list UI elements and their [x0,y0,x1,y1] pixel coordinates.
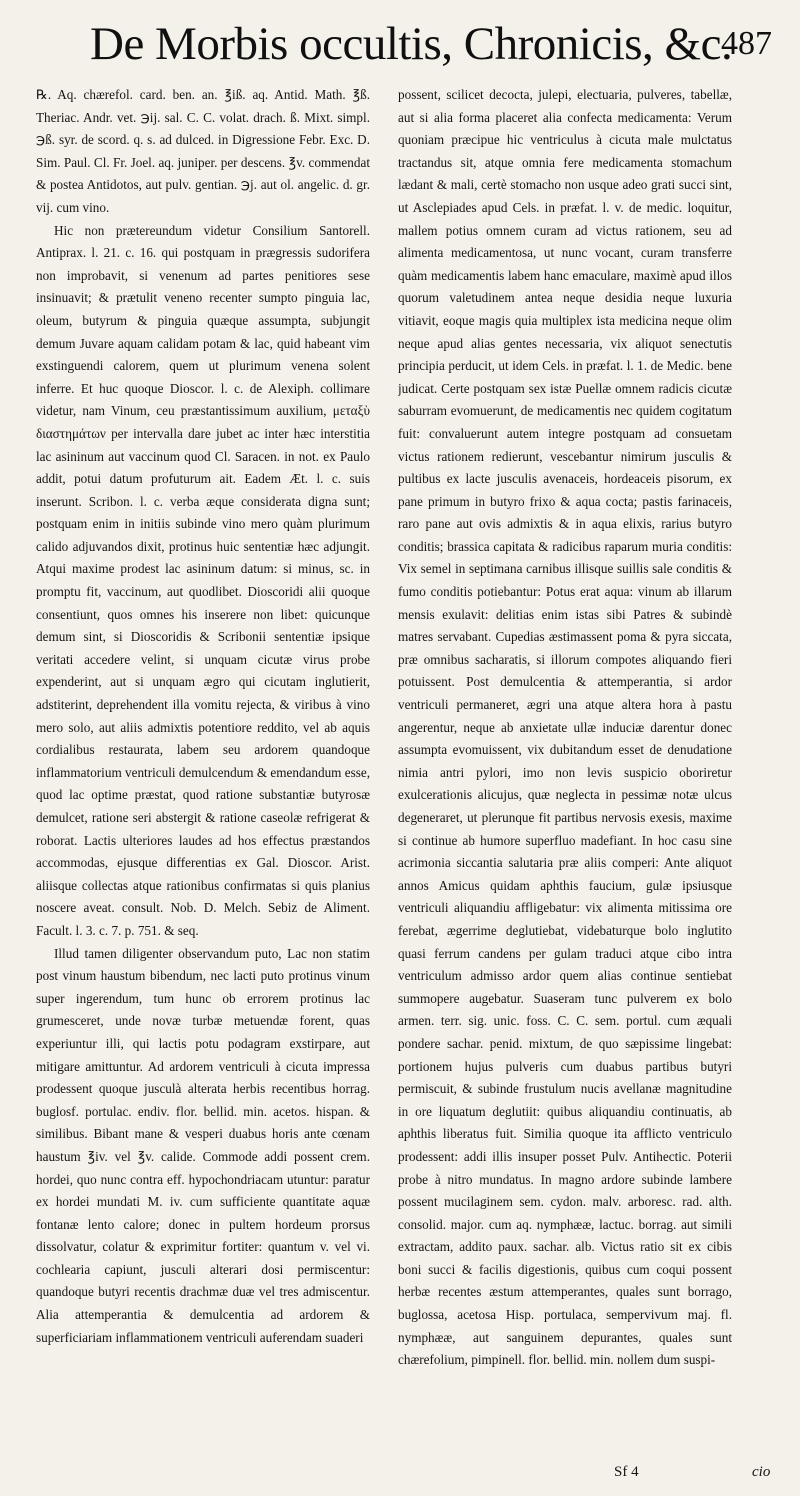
left-paragraph-1: ℞. Aq. chærefol. card. ben. an. ℥iß. aq. Antid. Math. ℥ß. Theriac. Andr. vet. ℈ij. sal. C. C. volat. drach. ß. Mixt. simpl. ℈ß. syr. de scord. q. s. ad dulced. in Digressione Febr. Exc. D. Sim. Paul. Cl. Fr. Joel. aq. juniper. per descens. ℥v. commendat & postea Antidotos, aut pulv. gentian. ℈j. aut ol. angelic. d. gr. vij. cum vino. [36,87,370,215]
left-column [36,84,370,1474]
page-number: 487 [721,25,772,62]
catchword: cio [752,1464,771,1480]
left-paragraph-2: Hic non prætereundum videtur Consilium Santorell. Antiprax. l. 21. c. 16. qui postquam in prægressis sudorifera non improbavit, si venenum ad partes penitiores sese insinuavit; & prætulit veneno recenter sumpto pinguia lac, oleum, butyrum & pinguia quæque assumpta, subjungit demum Juvare aquam calidam potam & lac, quid habeant vim exstinguendi calorem, quem ut plurimum venena solent inferre. Et huc quoque Dioscor. l. c. de Alexiph. collimare videtur, nam Vinum, ceu præstantissimum auxilium, μεταξὺ διαστημάτων per intervalla dare jubet ac inter hæc interstitia lac asininum aut vaccinum quod Cl. Saracen. in not. ex Paulo addit, potui datum profuturum ait. Eadem Æt. l. c. suis inserunt. Scribon. l. c. verba æque considerata digna sunt; postquam enim in initiis subinde vino mero quàm plurimum calido adjuvandos dixit, protinus huic sententiæ hæc adjungit. Atqui maxime prodest lac asininum datum: si minus, sc. in promptu fit, vaccinum, aut quodlibet. Dioscoridi alii quoque consentiunt, quos omnes his inserere non libet: quicunque demum sint, si Dioscoridis & Scribonii sententiæ ipsique veritati accedere velint, si unquam cicutæ virus probe expenderint, aut si unquam ægro qui cicutam inglutierit, adstiterint, deprehendent illa vomitu rejecta, & viribus à vino mero solo, aut aliis admixtis potentiore reddito, vel ab aquis cordialibus restaurata, labem seu ardorem quandoque inflammatorium ventriculi demulcendum & emendandum esse, quod lac optime præstat, quod ratione substantiæ butyrosæ demulcet, ratione seri abstergit & ratione caseolæ refrigerat & roborat. Lactis ulteriores laudes ad hos effectus præstandos accommodas, ejusque differentias ex Gal. Dioscor. Arist. aliisque collectas atque rationibus confirmatas si quis planius noscere aveat. consult. Nob. D. Melch. Sebiz de Aliment. Facult. l. 3. c. 7. p. 751. & seq. [36,222,370,938]
running-title: De Morbis occultis, Chronicis, &c. [90,18,733,70]
signature-mark: Sf 4 [614,1464,639,1480]
left-paragraph-3: Illud tamen diligenter observandum puto, Lac non statim post vinum haustum bibendum, nec lacti puto protinus vinum super ingerendum, tum hunc ob errorem protinus lac grumesceret, unde novæ turbæ metuendæ forent, quas experiuntur illi, qui lactis potu podagram exstirpare, aut mitigare amittuntur. Ad ardorem ventriculi à cicuta impressa prodessent quoque jusculà alterata herbis recentibus horrag. buglosf. portulac. endiv. flor. bellid. min. acetos. hispan. & similibus. Bibant mane & vesperi duabus horis ante cœnam haustum ℥iv. vel ℥v. calide. Commode addi possent crem. hordei, quo nunc contra eff. hypochondriacam utuntur: paratur ex hordei mundati M. iv. cum sufficiente quantitate aquæ fontanæ lento calore; donec in pultem hordeum prorsus dissolvatur, colatur & exprimitur fortiter: quantum v. vel vi. cochlearia capiunt, jusculi alterari dosi permiscentur: quandoque butyri recentis drachmæ duæ vel tres admiscentur. Alia attemperantia & demulcentia ad ardorem & superficiariam inflammationem ventriculi auferendam suaderi [36,945,370,1345]
right-paragraph-1: possent, scilicet decocta, julepi, electuaria, pulveres, tabellæ, aut si alia forma placeret alia confecta medicamenta: Verum quoniam præcipue hic ventriculus à cicuta male mulctatus tractandus sit, atque omnia fere medicamenta stomachum lædant & mali, certè stomacho non usque adeo grati succi sint, ut Asclepiades apud Cels. in præfat. l. v. de medic. loquitur, mallem potius omnem curam ad victus rationem, seu ad alimenta medicamentosa, ut nunc vocant, curam transferre quàm medicamentis labem hanc emaculare, maximè apud illos quorum valetudinem antea neque desidia neque luxuria vitiavit, eoque magis quia multiplex ista medicina neque olim neque apud alias gentes necessaria, vix aliquot senectutis principia perducit, ut idem Cels. in præfat. l. 1. de Medic. bene judicat. Certe postquam sex istæ Puellæ omnem radicis cicutæ saburram evomuerunt, de medicamentis nec quidem cogitatum fuit: convaluerunt autem integre postquam ad consuetam victus rationem redierunt, vescebantur nimirum jusculis & pultibus ex lacte jusculis avenaceis, hordeaceis pisorum, ex pane primum in butyro frixo & aqua cocta; pastis farinaceis, raro pane aut ovis admixtis & in aqua elixis, rarius butyro conditis; brassica capitata & radicibus raparum muria conditis: Vix semel in septimana carnibus illisque suillis sale conditis & fumo conditis potiebantur: Potus erat aqua: vinum ab illarum mensis exulavit: delitias enim istas sibi Patres & subindè matres servabant. Cupedias æstimassent poma & pyra siccata, præ omnibus sacharatis, si illorum compotes aliquando fieri potuissent. Post demulcentia & attemperantia, si ardor ventriculi permaneret, ægri una atque altera hora à pastu angerentur, neque ab anxietate ullæ induciæ darentur donec assumpta evomuissent, vix dubitandum esset de denudatione nimia antri pylori, imo non levis suspicio oboriretur exulcerationis alicujus, quæ neglecta in pessimæ notæ ulcus degeneraret, ut plerunque fit partibus nervosis exesis, maxime si continue ab humore superfluo madefiant. In hoc casu sine acrimonia siccantia salutaria præ aliis comperi: Ante aliquot annos Amicus quidam aphthis faucium, gulæ ipsiusque ventriculi aliquandiu affligebatur: vix alimenta mitissima ore ferebat, ægerrime deglutiebat, videbaturque bolo inglutito quasi ferrum candens per gulam traduci atque cibo intra ventriculum admisso ardor quem alias continue sentiebat summopere augebatur. Suaseram tunc pulverem ex bolo armen. terr. sig. unic. foss. C. C. sem. portul. cum æquali pondere sachar. penid. mixtum, de quo sæpissime lingebat: portionem hujus pulveris cum duabus partibus butyri permiscuit, & subinde frustulum nucis avellanæ magnitudine in ore liquatum deglutiit: quibus aliquandiu continuatis, ab aphthis liberatus fuit. Similia quoque ita afflicto ventriculo prodessent: addi illis insuper posset Pulv. Antihectic. Poterii probe à nitro mundatus. In magno ardore subinde lambere possent mucilaginem sem. cydon. malv. arboresc. rad. alth. consolid. major. cum aq. nymphææ, lactuc. borrag. aut simili extractam, addito paux. sachar. alb. Victus ratio sit ex cibis boni succi & facilis digestionis, quibus cum coqui possent herbæ recentes æstum attemperantes, quales sunt borrago, buglossa, acetosa Hisp. portulaca, sempervivum maj. fl. nymphææ, aut sanguinem depurantes, quales sunt chærefolium, pimpinell. flor. bellid. min. nollem dum suspi- [398,87,732,1368]
right-column [398,84,732,1474]
page-header [90,14,780,84]
